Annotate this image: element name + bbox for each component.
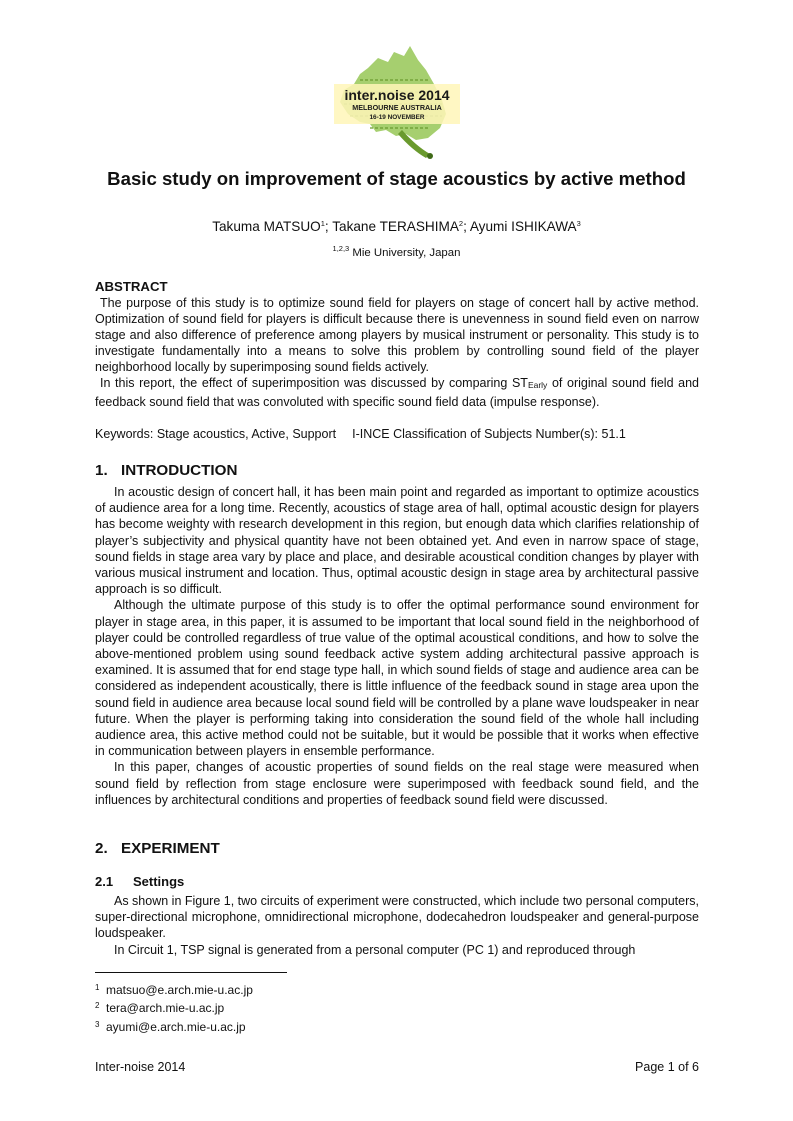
abstract-heading: ABSTRACT — [95, 279, 168, 294]
footer-conference: Inter-noise 2014 — [95, 1060, 186, 1074]
affiliation — [0, 244, 793, 259]
footnote-2: 2 tera@arch.mie-u.ac.jp — [95, 1001, 225, 1016]
footnotes — [95, 980, 253, 1035]
section-2-heading — [95, 840, 220, 857]
logo-line-2: MELBOURNE AUSTRALIA — [352, 103, 442, 112]
intro-paragraph-3: In this paper, changes of acoustic properties of sound fields on the real stage were measured when sound field by reflection from stage enclosure were superimposed with feedback sound field, and the influences by architectural conditions and properties of feedback sound field were discussed. — [95, 760, 699, 807]
intro-paragraph-1: In acoustic design of concert hall, it has been main point and regarded as important to optimize acoustics of audience area for a long time. Recently, acoustics of stage area of hall, optimal acoustic design for players has become weighty with research development in this region, but enough data which clarifies relationship of player’s subjectivity and physical quantity have not been obtained yet. And even in narrow space of stage, sound fields in stage area vary by place and place, and desirable acoustical condition changes by player with various musical instrument and location. Thus, optimal acoustic design in stage area by architectural passive approach is so difficult. — [95, 485, 699, 597]
affiliation-mark: 1,2,3 — [332, 244, 350, 253]
subsection-2-1-number: 2.1 — [95, 874, 114, 889]
footnote-3: 3 ayumi@e.arch.mie-u.ac.jp — [95, 1019, 246, 1034]
abstract-paragraph-1: The purpose of this study is to optimize sound field for players on stage of concert hall by active method. Optimization of sound field for players is difficult because there is unevenness in sound field even on narrow stage and also difference of preference among players by musical instrument or personality. This study is to investigate fundamentally into a means to solve this problem by controlling sound field of the player neighborhood locally by superimposing sound fields actively. — [95, 296, 699, 375]
footnote-divider — [95, 972, 287, 973]
footnote-1-email: matsuo@e.arch.mie-u.ac.jp — [106, 983, 253, 997]
subsection-2-1-heading — [95, 874, 184, 889]
footnote-2-email: tera@arch.mie-u.ac.jp — [106, 1001, 225, 1016]
keywords-line — [95, 427, 699, 441]
author-2: ; Takane TERASHIMA — [324, 219, 459, 234]
affiliation-text: Mie University, Japan — [349, 247, 461, 259]
abstract-p2-end: of original sound field and feedback sound field that was convoluted with specific sound field data (impulse response). — [95, 376, 700, 409]
conference-logo — [330, 40, 464, 164]
keywords: Keywords: Stage acoustics, Active, Support — [95, 427, 337, 441]
section-1-heading — [95, 462, 237, 479]
section-1-number: 1. — [95, 462, 108, 479]
section-2-title: EXPERIMENT — [121, 840, 220, 857]
classification: I-INCE Classification of Subjects Number(s): 51.1 — [352, 427, 626, 441]
abstract-paragraph-2 — [95, 375, 699, 409]
experiment-paragraph-2: In Circuit 1, TSP signal is generated from a personal computer (PC 1) and reproduced through — [114, 942, 636, 957]
experiment-paragraph-1: As shown in Figure 1, two circuits of experiment were constructed, which include two personal computers, super-directional microphone, omnidirectional microphone, dodecahedron loudspeaker and general-purpose loudspeaker. — [95, 894, 699, 941]
author-1: Takuma MATSUO — [212, 219, 321, 234]
australia-map-logo — [330, 40, 464, 164]
footnote-3-email: ayumi@e.arch.mie-u.ac.jp — [106, 1019, 246, 1034]
author-2-mark: 2 — [458, 219, 464, 228]
abstract-p2-start: In this report, the effect of superimposition was discussed by comparing ST — [100, 376, 528, 391]
logo-line-1: inter.noise 2014 — [344, 87, 450, 103]
paper-title: Basic study on improvement of stage acoustics by active method — [107, 168, 686, 189]
logo-line-3: 16-19 NOVEMBER — [369, 114, 425, 121]
footer-page-number: Page 1 of 6 — [635, 1060, 699, 1074]
intro-paragraph-2: Although the ultimate purpose of this study is to offer the optimal performance sound environment for player in stage area, in this paper, it is assumed to be important that local sound field in the neighborhood of player could be controlled regardless of true value of the optimal acoustical conditions, and how to solve the above-mentioned problem using sound feedback active system adding architectural passive approach is examined. It is assumed that for end stage type hall, in which sound fields of stage and audience area can be considered as independent acoustically, there is little influence of the feedback sound in stage area upon the sound field in audience area because local sound field will be controlled by a plane wave loudspeaker in near future. When the player is performing taking into consideration the sound field of the whole hall including audience area, this active method could not be suitable, but it would be possible that it works when effective in communication between players in ensemble performance. — [95, 598, 699, 759]
subsection-2-1-title: Settings — [133, 874, 185, 889]
author-3-mark: 3 — [576, 219, 581, 228]
author-1-mark: 1 — [320, 219, 325, 228]
section-2-number: 2. — [95, 840, 108, 857]
author-3: ; Ayumi ISHIKAWA — [463, 219, 577, 234]
section-1-body — [95, 484, 699, 808]
author-list — [0, 219, 793, 234]
footnote-1: 1 matsuo@e.arch.mie-u.ac.jp — [95, 983, 253, 997]
section-2-body — [95, 893, 699, 958]
st-early-subscript: Early — [527, 380, 548, 391]
section-1-title: INTRODUCTION — [121, 462, 238, 479]
abstract-body — [95, 295, 699, 410]
